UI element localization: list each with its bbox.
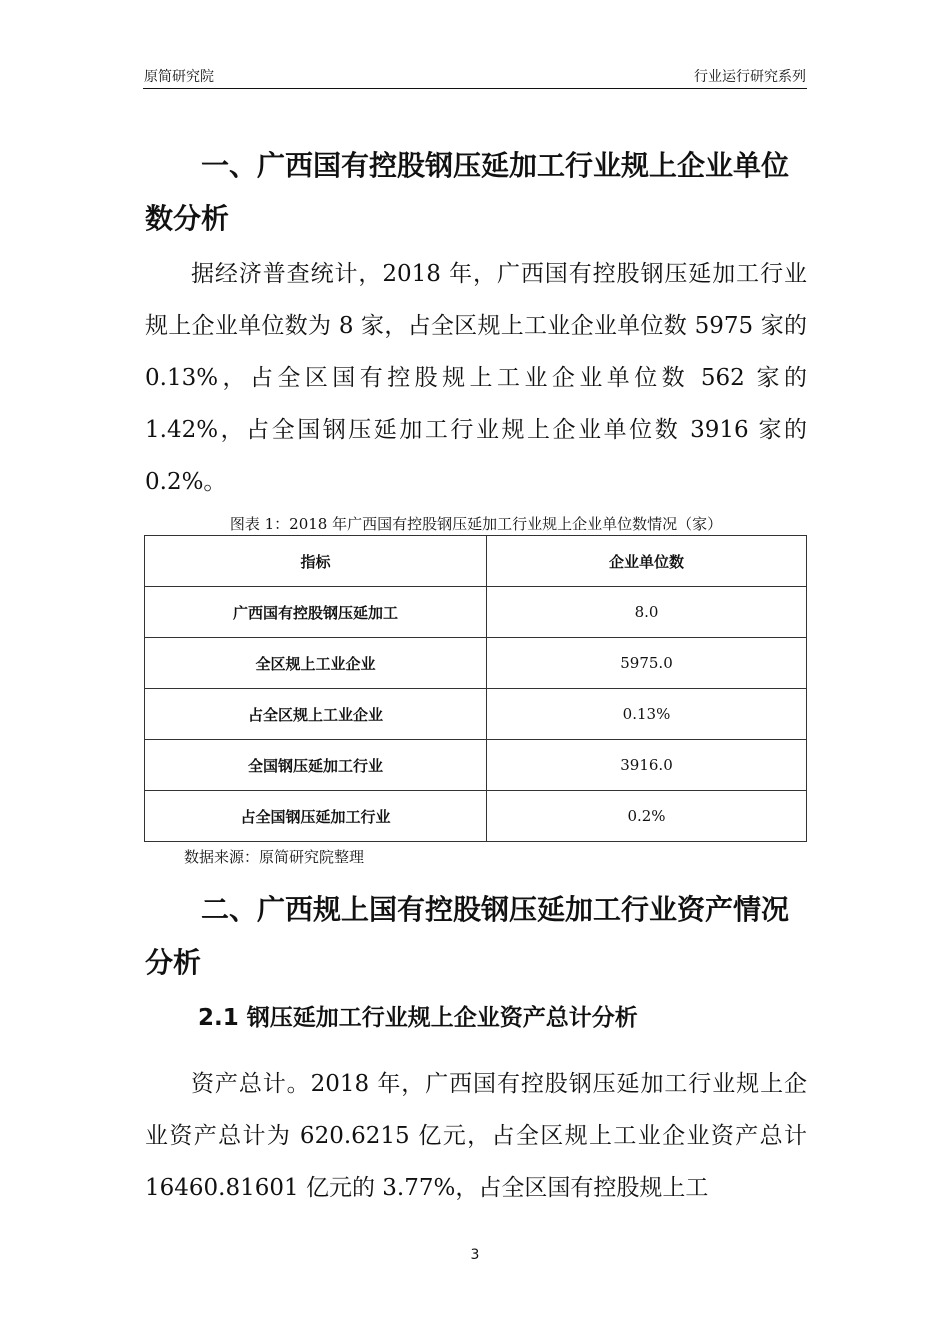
- column-header-indicator: 指标: [145, 536, 487, 587]
- table-source-note: 数据来源：原简研究院整理: [184, 848, 365, 866]
- section1-heading-line2: 数分析: [145, 202, 230, 235]
- section2-paragraph: 资产总计。2018 年，广西国有控股钢压延加工行业规上企业资产总计为 620.6215 亿元，占全区规上工业企业资产总计 16460.81601 亿元的 3.77%，占全区国有控股规上工: [145, 1071, 807, 1201]
- row-value: 0.2%: [487, 791, 807, 842]
- section1-heading-line1: 一、广西国有控股钢压延加工行业规上企业单位: [201, 149, 790, 182]
- row-value: 8.0: [487, 587, 807, 638]
- section1-heading: [145, 139, 807, 245]
- table-row: [145, 791, 807, 842]
- row-value: 5975.0: [487, 638, 807, 689]
- section2-heading-line2: 分析: [145, 946, 202, 979]
- table-row: [145, 740, 807, 791]
- header-left-org: 原简研究院: [144, 69, 214, 85]
- section2-subheading: 2.1 钢压延加工行业规上企业资产总计分析: [198, 1005, 638, 1031]
- row-value: 3916.0: [487, 740, 807, 791]
- row-indicator: 占全区规上工业企业: [145, 689, 487, 740]
- page-number: 3: [470, 1247, 480, 1263]
- table-row: [145, 689, 807, 740]
- row-indicator: 广西国有控股钢压延加工: [145, 587, 487, 638]
- header-divider: [143, 88, 807, 89]
- row-indicator: 全区规上工业企业: [145, 638, 487, 689]
- enterprise-count-table: [144, 535, 807, 842]
- row-indicator: 全国钢压延加工行业: [145, 740, 487, 791]
- header-right-series: 行业运行研究系列: [694, 69, 806, 85]
- column-header-count: 企业单位数: [487, 536, 807, 587]
- section2-heading-line1: 二、广西规上国有控股钢压延加工行业资产情况: [201, 893, 790, 926]
- row-value: 0.13%: [487, 689, 807, 740]
- section1-paragraph: 据经济普查统计，2018 年，广西国有控股钢压延加工行业规上企业单位数为 8 家，占全区规上工业企业单位数 5975 家的 0.13%，占全区国有控股规上工业企业单位数 562 家的 1.42%，占全国钢压延加工行业规上企业单位数 3916 家的 0.2%。: [145, 261, 807, 495]
- table-row: [145, 638, 807, 689]
- table-header-row: [145, 536, 807, 587]
- section2-heading: [145, 883, 807, 989]
- table-row: [145, 587, 807, 638]
- table-caption: 图表 1：2018 年广西国有控股钢压延加工行业规上企业单位数情况（家）: [229, 515, 723, 533]
- row-indicator: 占全国钢压延加工行业: [145, 791, 487, 842]
